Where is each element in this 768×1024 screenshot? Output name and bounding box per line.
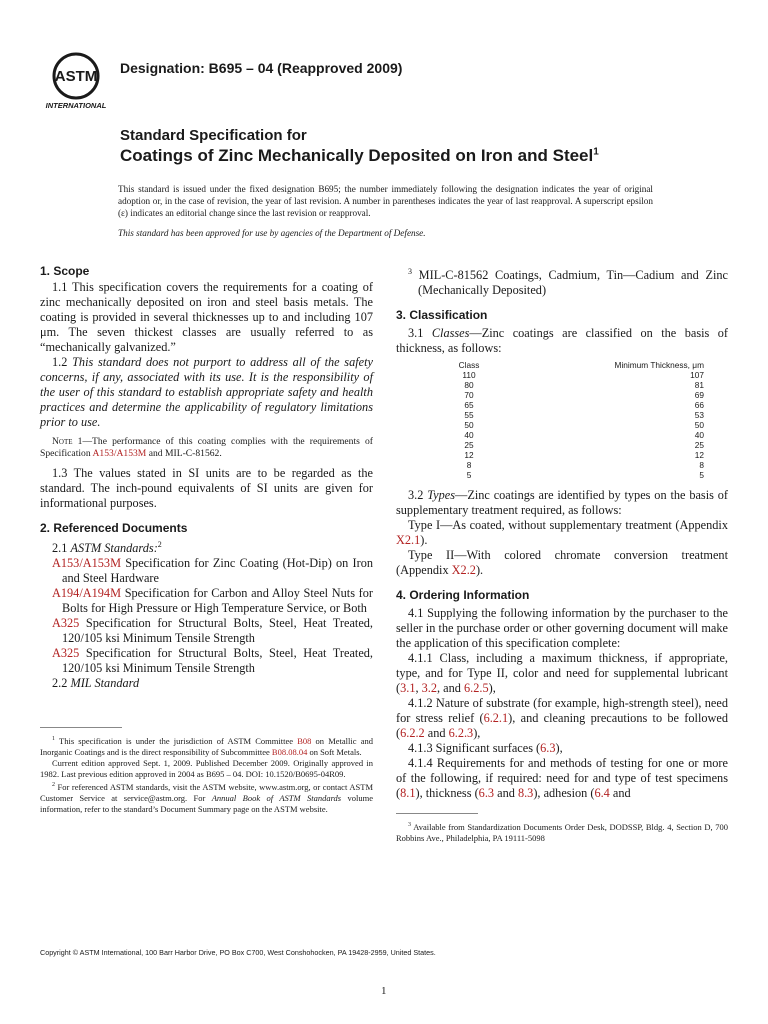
class-table-row <box>454 420 704 430</box>
para-2-2-num: 2.2 <box>52 676 68 691</box>
para-2-2-label: MIL Standard <box>70 676 140 691</box>
section-2-heading: 2. Referenced Documents <box>40 521 188 535</box>
para-4-1-4: 4.1.4 Requirements for and methods of testing for one or more of the following, if required: need for and type of test specimens (8.1), thickness (6.3 and 8.3), adhesion (6.4 and <box>396 756 728 801</box>
section-3-heading: 3. Classification <box>396 308 488 323</box>
para-2-2 <box>40 676 373 691</box>
para-4-1-2-text: 4.1.2 Nature of substrate (for example, high-strength steel), need for stress relief ( <box>396 696 728 726</box>
class-value: 80 <box>464 380 474 391</box>
ref-item <box>40 616 373 646</box>
para-2-1-label: ASTM Standards: <box>70 541 158 556</box>
class-table-row <box>454 450 704 460</box>
footnote-1 <box>40 734 373 758</box>
para-4-1-3: 4.1.3 Significant surfaces (6.3), <box>408 741 563 756</box>
link-x2-2[interactable]: X2.2 <box>451 563 476 578</box>
para-4-1-2: 4.1.2 Nature of substrate (for example, high-strength steel), need for stress relief (6.2.1), and cleaning precautions to be followed (6.2.2 and 6.2.3), <box>396 696 729 741</box>
thickness-value: 5 <box>699 470 704 481</box>
ref-link-a325[interactable]: A325 <box>52 646 80 661</box>
para-2-1-sup: 2 <box>157 540 162 549</box>
thickness-value: 25 <box>694 440 704 451</box>
link-8-1[interactable]: 8.1 <box>400 786 416 801</box>
footnote-1-edition: Current edition approved Sept. 1, 2009. Published December 2009. Originally approved in 1982. Last previous edition approved in 2004 as B695 – 04. DOI: 10.1520/B0695-04R09. <box>40 757 373 779</box>
thickness-value: 50 <box>694 420 704 431</box>
class-value: 40 <box>464 430 474 441</box>
footnote-2 <box>40 780 373 815</box>
para-4-1-3-text: 4.1.3 Significant surfaces ( <box>408 741 541 756</box>
para-1-1: 1.1 This specification covers the requirements for a coating of zinc mechanically deposited on iron and steel basis metals. The coating is provided in several thicknesses up to and including 107 μm. The seven thickest classes are usually referred to as “mechanically galvanized.” <box>40 280 373 354</box>
para-3-1-num: 3.1 <box>408 326 424 341</box>
thickness-value: 12 <box>694 450 704 461</box>
astm-logo <box>42 50 114 112</box>
footnote-link-b080804[interactable]: B08.08.04 <box>271 746 308 757</box>
title-line2 <box>120 146 599 166</box>
para-3-2 <box>396 488 728 518</box>
class-col-header: Class <box>458 360 480 371</box>
ref-link-a194[interactable]: A194/A194M <box>52 586 122 601</box>
footnote-1-text: This specification is under the jurisdiction of ASTM Committee <box>59 735 294 746</box>
footnote-3-text: Available from Standardization Documents Order Desk, DODSSP, Bldg. 4, Section D, 700 Robbins Ave., Philadelphia, PA 19111-5098 <box>396 821 729 843</box>
class-value: 25 <box>464 440 474 451</box>
footnote-1-text3: on Soft Metals. <box>309 746 362 757</box>
note-text: 1—The performance of this coating complies with the requirements of Specification <box>40 436 373 459</box>
footnote-1-text2: on Metallic and Inorganic Coatings and is the direct responsibility of Subcommittee <box>40 735 373 757</box>
footnote-2-mark: 2 <box>52 781 55 788</box>
class-table-row <box>454 370 704 380</box>
footnote-link-b08[interactable]: B08 <box>297 735 312 746</box>
title-footnote-mark: 1 <box>593 146 599 158</box>
footnote-2-text2: volume information, refer to the standard’s Document Summary page on the ASTM website. <box>40 792 373 814</box>
page-number: 1 <box>381 985 387 997</box>
para-4-1-4-mid2: ), adhesion ( <box>533 786 595 801</box>
ref-link-a153[interactable]: A153/A153M <box>52 556 122 571</box>
note-link-a153[interactable]: A153/A153M <box>92 448 147 459</box>
para-3-1 <box>396 326 728 356</box>
para-4-1-2-mid: ), and cleaning precautions to be followed ( <box>396 711 729 741</box>
para-1-2 <box>40 355 373 430</box>
note-text-end: and MIL-C-81562. <box>148 448 222 459</box>
para-3-1-text: —Zinc coatings are classified on the basis of thickness, as follows: <box>396 326 728 356</box>
class-table <box>454 360 704 480</box>
class-table-row <box>454 440 704 450</box>
para-4-1-1-text: 4.1.1 Class, including a maximum thickness, if appropriate, type, and for Type II, color and need for supplemental lubricant ( <box>396 651 728 696</box>
type-1-end: ). <box>420 533 428 548</box>
link-6-2-2[interactable]: 6.2.2 <box>400 726 425 741</box>
para-1-3: 1.3 The values stated in SI units are to be regarded as the standard. The inch-pound equivalents of SI units are given for informational purposes. <box>40 466 373 510</box>
link-6-2-5[interactable]: 6.2.5 <box>464 681 489 696</box>
ref-item <box>40 586 373 616</box>
note-label: Note <box>52 436 73 447</box>
link-6-3[interactable]: 6.3 <box>540 741 556 756</box>
class-table-row <box>454 460 704 470</box>
link-8-3[interactable]: 8.3 <box>517 786 534 801</box>
para-1-2-num: 1.2 <box>52 355 68 369</box>
class-table-row <box>454 470 704 480</box>
thickness-value: 66 <box>694 400 704 411</box>
class-table-row <box>454 410 704 420</box>
footnote-3 <box>396 820 728 844</box>
class-value: 50 <box>464 420 474 431</box>
para-4-1-4-text: 4.1.4 Requirements for and methods of testing for one or more of the following, if required: need for and type of test specimens ( <box>396 756 728 801</box>
footnote-2-text: For referenced ASTM standards, visit the ASTM website, www.astm.org, or contact ASTM Customer Service at service@astm.org. For <box>40 781 374 803</box>
left-column <box>40 264 373 815</box>
intro-approval: This standard has been approved for use by agencies of the Department of Defense. <box>118 228 426 238</box>
class-table-header <box>454 360 704 370</box>
para-4-1-4-mid1: ), thickness ( <box>415 786 479 801</box>
thickness-value: 40 <box>694 430 704 441</box>
ref-item <box>40 646 373 676</box>
mil-ref-sup: 3 <box>408 267 412 276</box>
ref-title: Specification for Structural Bolts, Steel, Heat Treated, 120/105 ksi Minimum Tensile Strength <box>62 616 373 646</box>
para-2-1-num: 2.1 <box>52 541 68 556</box>
ref-item <box>40 556 373 586</box>
para-2-1 <box>40 537 373 556</box>
link-6-2-1[interactable]: 6.2.1 <box>483 711 509 726</box>
footnote-rule <box>40 727 122 728</box>
section-4-heading: 4. Ordering Information <box>396 588 530 603</box>
para-1-2-text: This standard does not purport to address all of the safety concerns, if any, associated with its use. It is the responsibility of the user of this standard to establish appropriate safety and health practices and determine the applicability of regulatory limitations prior to use. <box>40 355 373 429</box>
thickness-value: 53 <box>694 410 704 421</box>
intro-paragraph: This standard is issued under the fixed designation B695; the number immediately following the designation indicates the year of original adoption or, in the case of revision, the year of last revision. A number in parentheses indicates the year of last reapproval. A superscript epsilon (ε) indicates an editorial change since the last revision or reapproval. <box>118 184 653 218</box>
type-2-end: ). <box>475 563 484 578</box>
footnote-1-mark: 1 <box>52 736 55 743</box>
title-text: Coatings of Zinc Mechanically Deposited on Iron and Steel <box>120 146 594 165</box>
link-6-2-3[interactable]: 6.2.3 <box>448 726 474 741</box>
ref-title: Specification for Carbon and Alloy Steel Nuts for Bolts for High Pressure or High Temperature Service, or Both <box>62 586 373 616</box>
class-table-row <box>454 400 704 410</box>
right-column <box>396 264 728 844</box>
thickness-value: 81 <box>694 380 704 391</box>
type-2-text: Type II—With colored chromate conversion treatment (Appendix <box>396 548 728 578</box>
thickness-value: 107 <box>690 370 704 381</box>
class-value: 12 <box>464 450 474 461</box>
footnote-rule-right <box>396 813 478 814</box>
type-2 <box>396 548 728 578</box>
title-line1: Standard Specification for <box>120 127 307 144</box>
link-6-3b[interactable]: 6.3 <box>478 786 495 801</box>
thickness-value: 8 <box>699 460 704 471</box>
para-3-2-text: —Zinc coatings are identified by types on the basis of supplementary treatment required, as follows: <box>396 488 728 518</box>
designation: Designation: B695 – 04 (Reapproved 2009) <box>120 60 403 76</box>
logo-subtext: INTERNATIONAL <box>45 101 107 110</box>
type-1-text: Type I—As coated, without supplementary treatment (Appendix <box>408 518 728 533</box>
section-1-heading: 1. Scope <box>40 264 90 278</box>
mil-ref <box>396 264 728 298</box>
class-table-row <box>454 380 704 390</box>
link-3-1[interactable]: 3.1 <box>400 681 416 696</box>
ref-title: Specification for Zinc Coating (Hot-Dip) on Iron and Steel Hardware <box>62 556 374 586</box>
link-x2-1[interactable]: X2.1 <box>396 533 421 548</box>
mil-ref-text: MIL-C-81562 Coatings, Cadmium, Tin—Cadium and Zinc (Mechanically Deposited) <box>418 268 728 298</box>
para-3-1-label: Classes <box>431 326 470 341</box>
thickness-value: 69 <box>694 390 704 401</box>
class-value: 55 <box>464 410 474 421</box>
footnote-3-mark: 3 <box>408 822 411 829</box>
link-6-4[interactable]: 6.4 <box>594 786 610 801</box>
class-value: 8 <box>466 460 472 471</box>
class-value: 65 <box>464 400 474 411</box>
para-3-2-num: 3.2 <box>408 488 424 503</box>
para-4-1: 4.1 Supplying the following information by the purchaser to the seller in the purchase order or other governing document will make the application of this specification complete: <box>396 606 728 651</box>
link-3-2[interactable]: 3.2 <box>421 681 438 696</box>
ref-title: Specification for Structural Bolts, Steel, Heat Treated, 120/105 ksi Minimum Tensile Strength <box>62 646 373 676</box>
class-value: 110 <box>462 370 476 381</box>
note-1 <box>40 436 373 460</box>
type-1 <box>396 518 728 548</box>
class-value: 70 <box>464 390 474 401</box>
footnote-2-italic: Annual Book of ASTM Standards <box>211 792 342 803</box>
logo-text: ASTM <box>54 68 98 85</box>
para-4-1-1: 4.1.1 Class, including a maximum thickness, if appropriate, type, and for Type II, color and need for supplemental lubricant (3.1, 3.2, and 6.2.5), <box>396 651 728 696</box>
class-table-row <box>454 390 704 400</box>
class-table-row <box>454 430 704 440</box>
para-3-2-label: Types <box>427 488 456 503</box>
ref-link-a325[interactable]: A325 <box>52 616 80 631</box>
thickness-col-header: Minimum Thickness, μm <box>614 360 704 371</box>
class-table-body <box>454 370 704 480</box>
class-value: 5 <box>466 470 472 481</box>
copyright: Copyright © ASTM International, 100 Barr Harbor Drive, PO Box C700, West Conshohocken, PA 19428-2959, United States. <box>40 948 436 957</box>
